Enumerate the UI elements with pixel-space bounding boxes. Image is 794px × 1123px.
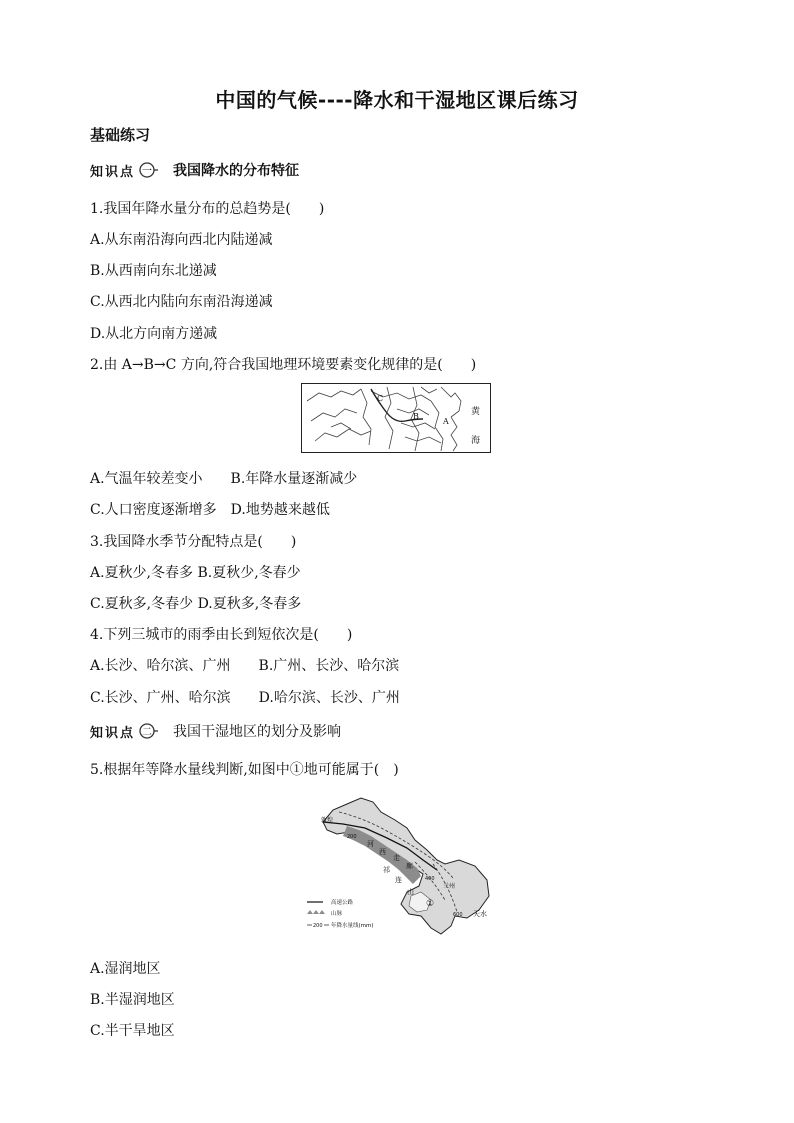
question-2-option-cd: C.人口密度逐渐增多 D.地势越来越低 (90, 502, 330, 518)
map2-label-shan: 山 (407, 888, 414, 896)
map2-label-qi: 祁 (383, 866, 390, 874)
kp-badge-icon (137, 723, 159, 739)
question-2-stem: 2.由 A→B→C 方向,符合我国地理环境要素变化规律的是( ) (90, 357, 477, 373)
page-title: 中国的气候----降水和干湿地区课后练习 (215, 88, 579, 112)
question-2-option-ab: A.气温年较差变小 B.年降水量逐渐减少 (90, 471, 358, 487)
question-1-option-d: D.从北方向南方递减 (90, 326, 218, 342)
map1-label-c: C (377, 394, 384, 403)
question-4-stem: 4.下列三城市的雨季由长到短依次是( ) (90, 627, 353, 643)
map2-legend (307, 898, 374, 929)
kp-title: 我国降水的分布特征 (173, 163, 300, 179)
question-5-option-c: C.半干旱地区 (90, 1023, 175, 1039)
map2-label-he: 河 (367, 840, 374, 848)
question-5-option-a: A.湿润地区 (90, 961, 161, 977)
map2-iso-400: 400 (425, 876, 435, 882)
svg-text:一: 一 (142, 166, 153, 177)
map2-marker-1: ① (426, 899, 435, 909)
map-gansu-precipitation (303, 788, 497, 940)
knowledge-point-1 (90, 160, 299, 180)
kp-label: 知识点 (90, 725, 136, 741)
legend-road: 高速公路 (331, 900, 354, 906)
kp-badge-icon (137, 162, 159, 178)
map-china-north (301, 383, 491, 453)
map2-label-zou: 走 (393, 854, 400, 862)
map1-label-a: A (443, 417, 449, 426)
question-1-option-c: C.从西北内陆向东南沿海递减 (90, 294, 273, 310)
kp-label: 知识点 (90, 164, 136, 180)
svg-text:二: 二 (142, 727, 153, 738)
legend-iso-value: 200 (313, 923, 323, 929)
map1-label-b: B (413, 412, 419, 421)
question-3-stem: 3.我国降水季节分配特点是( ) (90, 534, 297, 550)
knowledge-point-2 (90, 721, 341, 741)
map2-label-dunhuang: 敦煌 (321, 817, 334, 824)
question-4-option-cd: C.长沙、广州、哈尔滨 D.哈尔滨、长沙、广州 (90, 690, 400, 706)
legend-mountain: 山脉 (331, 911, 343, 917)
map2-iso-200: 200 (347, 834, 357, 840)
question-4-option-ab: A.长沙、哈尔滨、广州 B.广州、长沙、哈尔滨 (90, 658, 400, 674)
map2-label-tianshui: 天水 (473, 910, 487, 918)
question-3-option-cd: C.夏秋多,冬春少 D.夏秋多,冬春多 (90, 596, 302, 612)
kp-title: 我国干湿地区的划分及影响 (173, 724, 342, 740)
map2-iso-600: 600 (453, 912, 463, 918)
question-1-option-a: A.从东南沿海向西北内陆递减 (90, 232, 273, 248)
question-1-option-b: B.从西南向东北递减 (90, 263, 217, 279)
legend-isoline: 年降水量线(mm) (331, 923, 374, 929)
map2-label-lang: 廊 (406, 862, 413, 870)
map2-label-xi: 西 (379, 848, 386, 856)
question-1-stem: 1.我国年降水量分布的总趋势是( ) (90, 201, 325, 217)
question-3-option-ab: A.夏秋少,冬春多 B.夏秋少,冬春少 (90, 565, 301, 581)
map2-label-lanzhou: 兰州 (443, 883, 456, 890)
map2-label-lian: 连 (395, 876, 402, 884)
map1-label-sea2: 海 (471, 436, 481, 446)
question-5-stem: 5.根据年等降水量线判断,如图中①地可能属于( ) (90, 762, 399, 778)
question-5-option-b: B.半湿润地区 (90, 992, 175, 1008)
section-heading: 基础练习 (90, 126, 151, 144)
map1-label-sea1: 黄 (471, 407, 481, 417)
